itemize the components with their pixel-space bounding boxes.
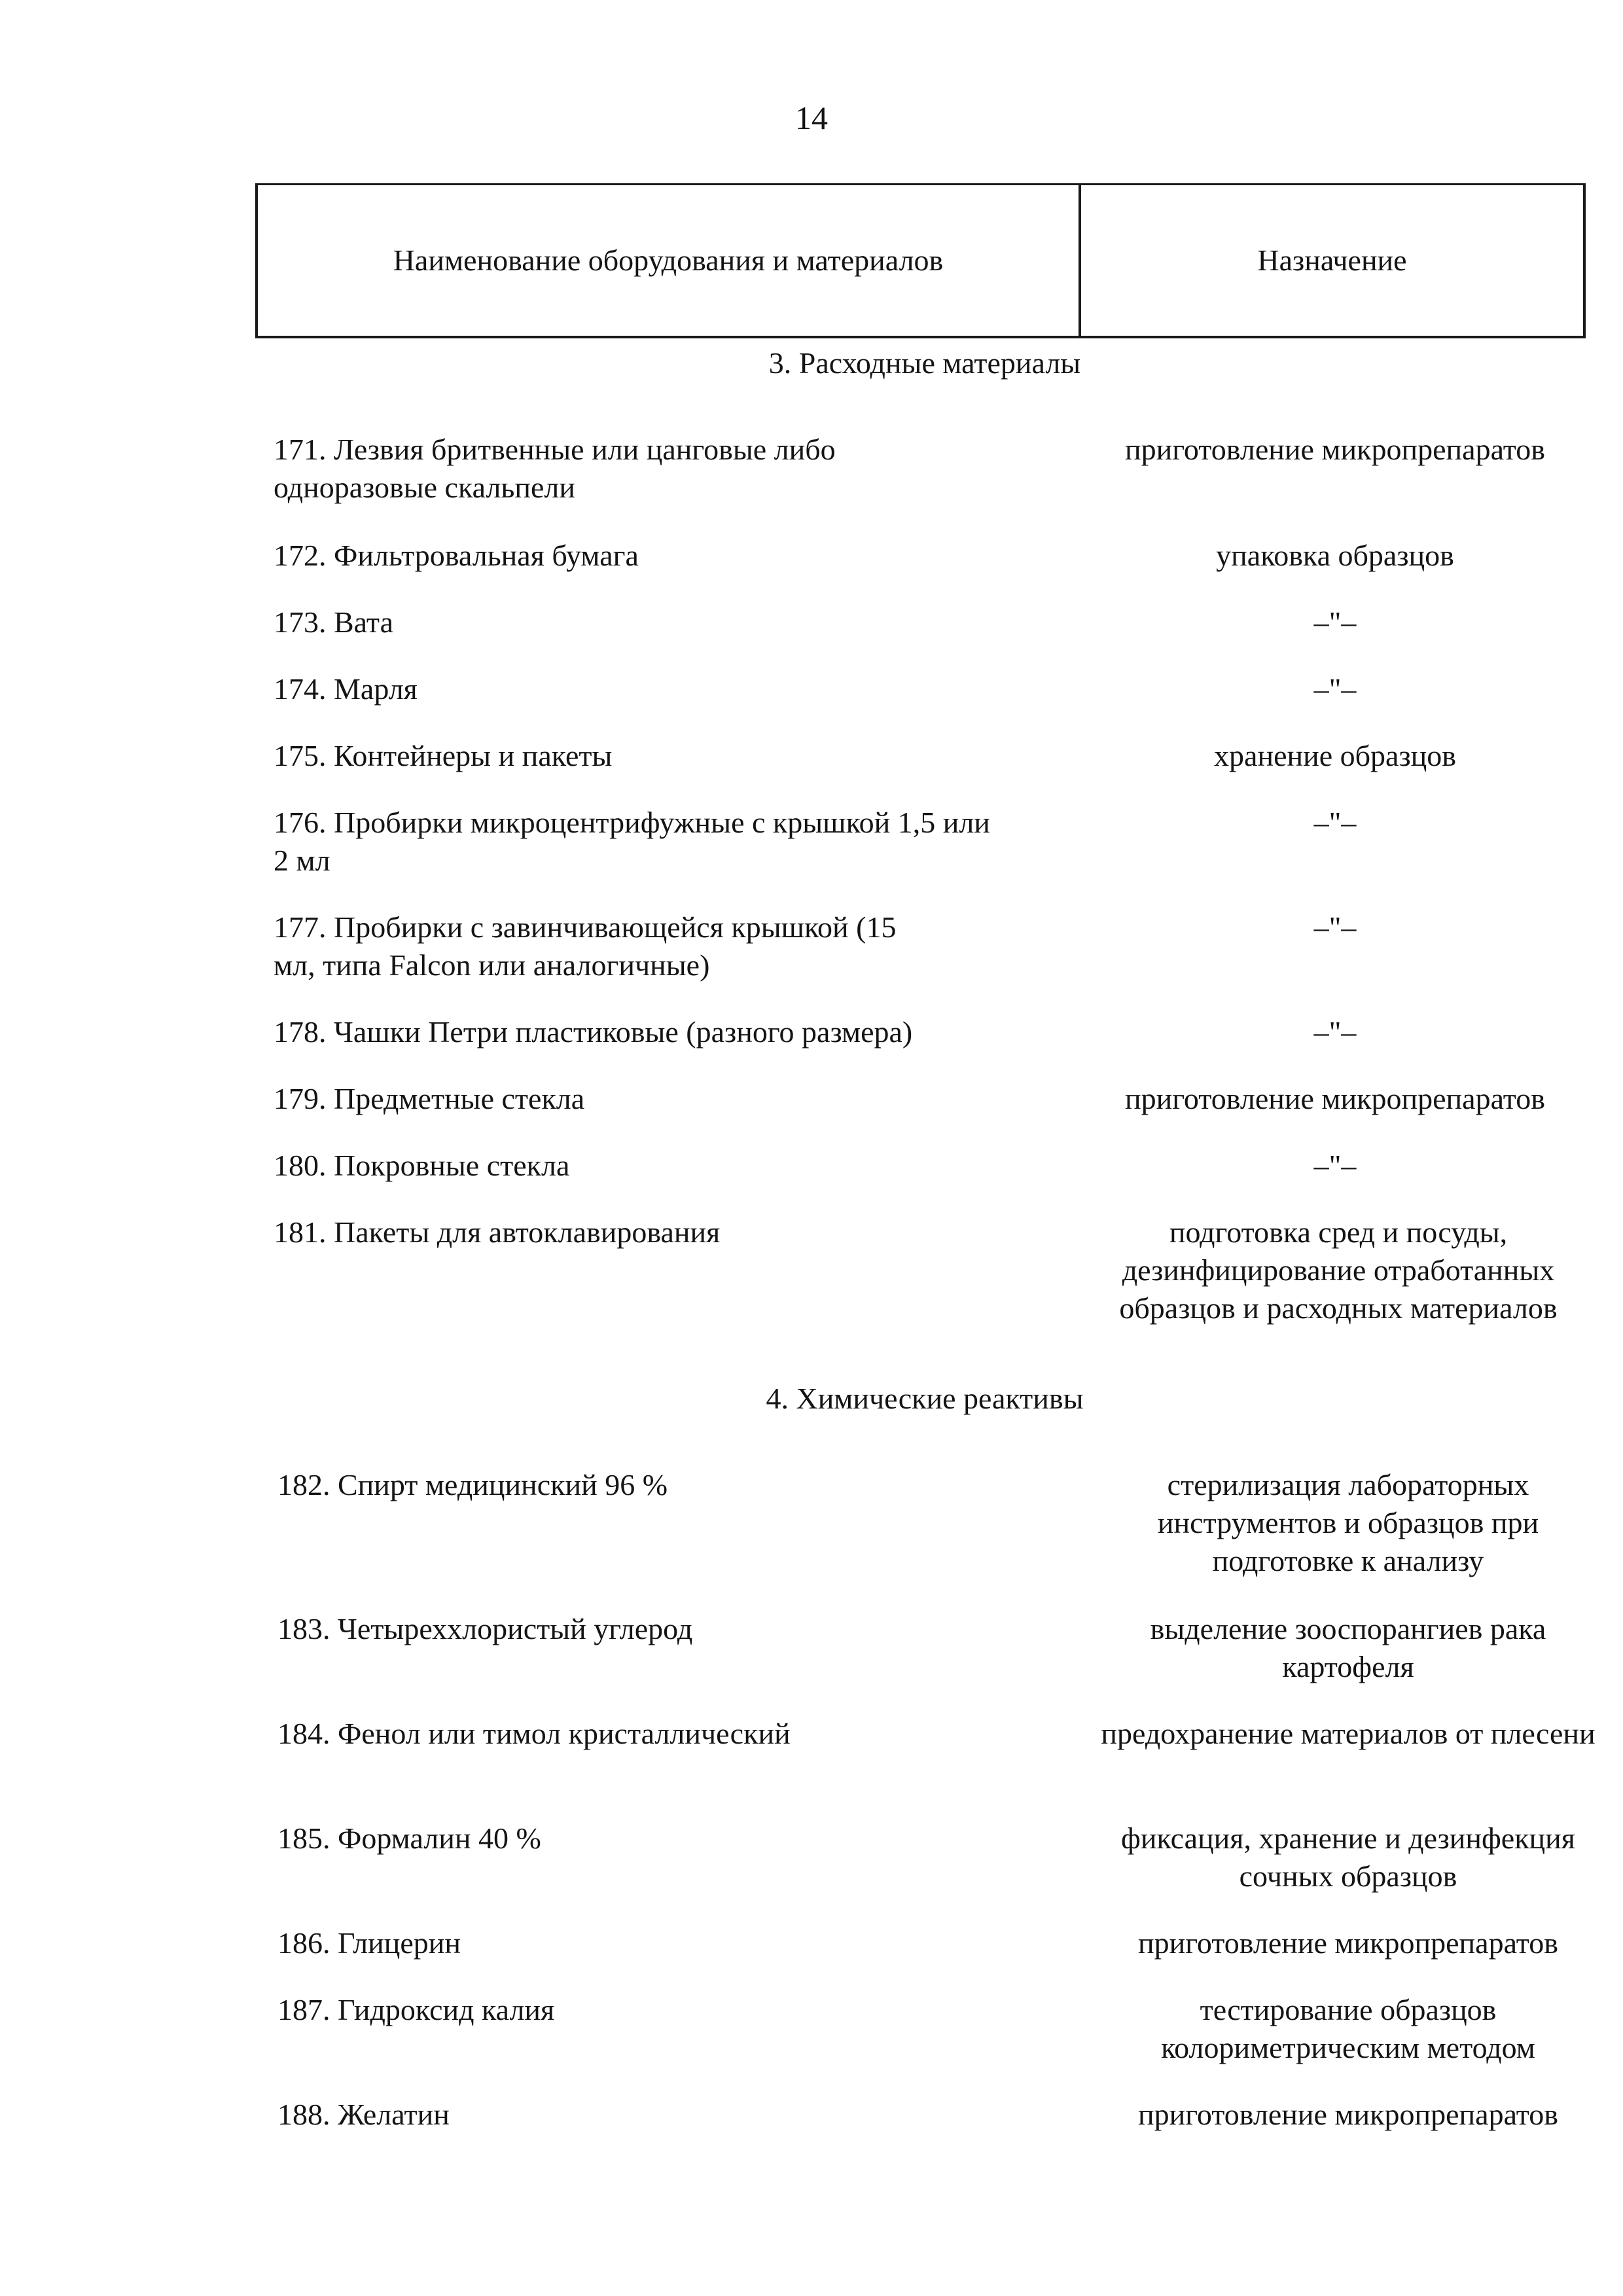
item-name: 183. Четыреххлористый углерод (277, 1612, 693, 1645)
item-purpose: приготовление микропрепаратов (1137, 1926, 1559, 1960)
item-purpose: тестирование образцов колориметрическим методом (1161, 1993, 1535, 2064)
table-header (255, 183, 1586, 338)
item-name: 185. Формалин 40 % (277, 1821, 541, 1855)
item-name: 171. Лезвия бритвенные или цанговые либо одноразовые скальпели (274, 433, 836, 504)
page-number: 14 (795, 99, 828, 136)
item-purpose: –"– (1313, 605, 1357, 639)
section-title: 4. Химические реактивы (766, 1382, 1084, 1415)
header-col-purpose: Назначение (1257, 243, 1407, 277)
item-purpose: стерилизация лабораторных инструментов и образцов при подготовке к анализу (1157, 1468, 1539, 1577)
item-purpose: приготовление микропрепаратов (1124, 433, 1546, 466)
item-purpose: –"– (1313, 1149, 1357, 1182)
item-name: 181. Пакеты для автоклавирования (274, 1215, 721, 1249)
item-purpose: приготовление микропрепаратов (1124, 1082, 1546, 1115)
item-name: 176. Пробирки микроцентрифужные с крышкой 1,5 или 2 мл (274, 806, 990, 877)
item-purpose: упаковка образцов (1216, 539, 1454, 572)
item-name: 182. Спирт медицинский 96 % (277, 1468, 668, 1501)
item-name: 184. Фенол или тимол кристаллический (277, 1717, 791, 1750)
item-name: 173. Вата (274, 605, 393, 639)
item-name: 178. Чашки Петри пластиковые (разного размера) (274, 1015, 913, 1049)
item-name: 174. Марля (274, 672, 418, 706)
item-name: 186. Глицерин (277, 1926, 461, 1960)
item-purpose: –"– (1313, 806, 1357, 839)
item-name: 172. Фильтровальная бумага (274, 539, 639, 572)
header-col-name: Наименование оборудования и материалов (258, 185, 1081, 336)
item-name: 188. Желатин (277, 2098, 450, 2131)
item-name: 180. Покровные стекла (274, 1149, 570, 1182)
item-name: 179. Предметные стекла (274, 1082, 585, 1115)
item-purpose: –"– (1313, 1015, 1357, 1049)
item-purpose: подготовка сред и посуды, дезинфицирование отработанных образцов и расходных материалов (1119, 1215, 1558, 1325)
item-purpose: фиксация, хранение и дезинфекция сочных образцов (1121, 1821, 1575, 1893)
item-name: 177. Пробирки с завинчивающейся крышкой (15 мл, типа Falcon или аналогичные) (274, 910, 897, 982)
section-title: 3. Расходные материалы (768, 346, 1081, 380)
item-purpose: предохранение материалов от плесени (1101, 1717, 1596, 1750)
item-purpose: выделение зооспорангиев рака картофеля (1150, 1612, 1546, 1683)
item-name: 175. Контейнеры и пакеты (274, 739, 613, 772)
item-purpose: –"– (1313, 672, 1357, 706)
item-purpose: приготовление микропрепаратов (1137, 2098, 1559, 2131)
item-purpose: хранение образцов (1214, 739, 1456, 772)
item-name: 187. Гидроксид калия (277, 1993, 555, 2026)
item-purpose: –"– (1313, 910, 1357, 944)
